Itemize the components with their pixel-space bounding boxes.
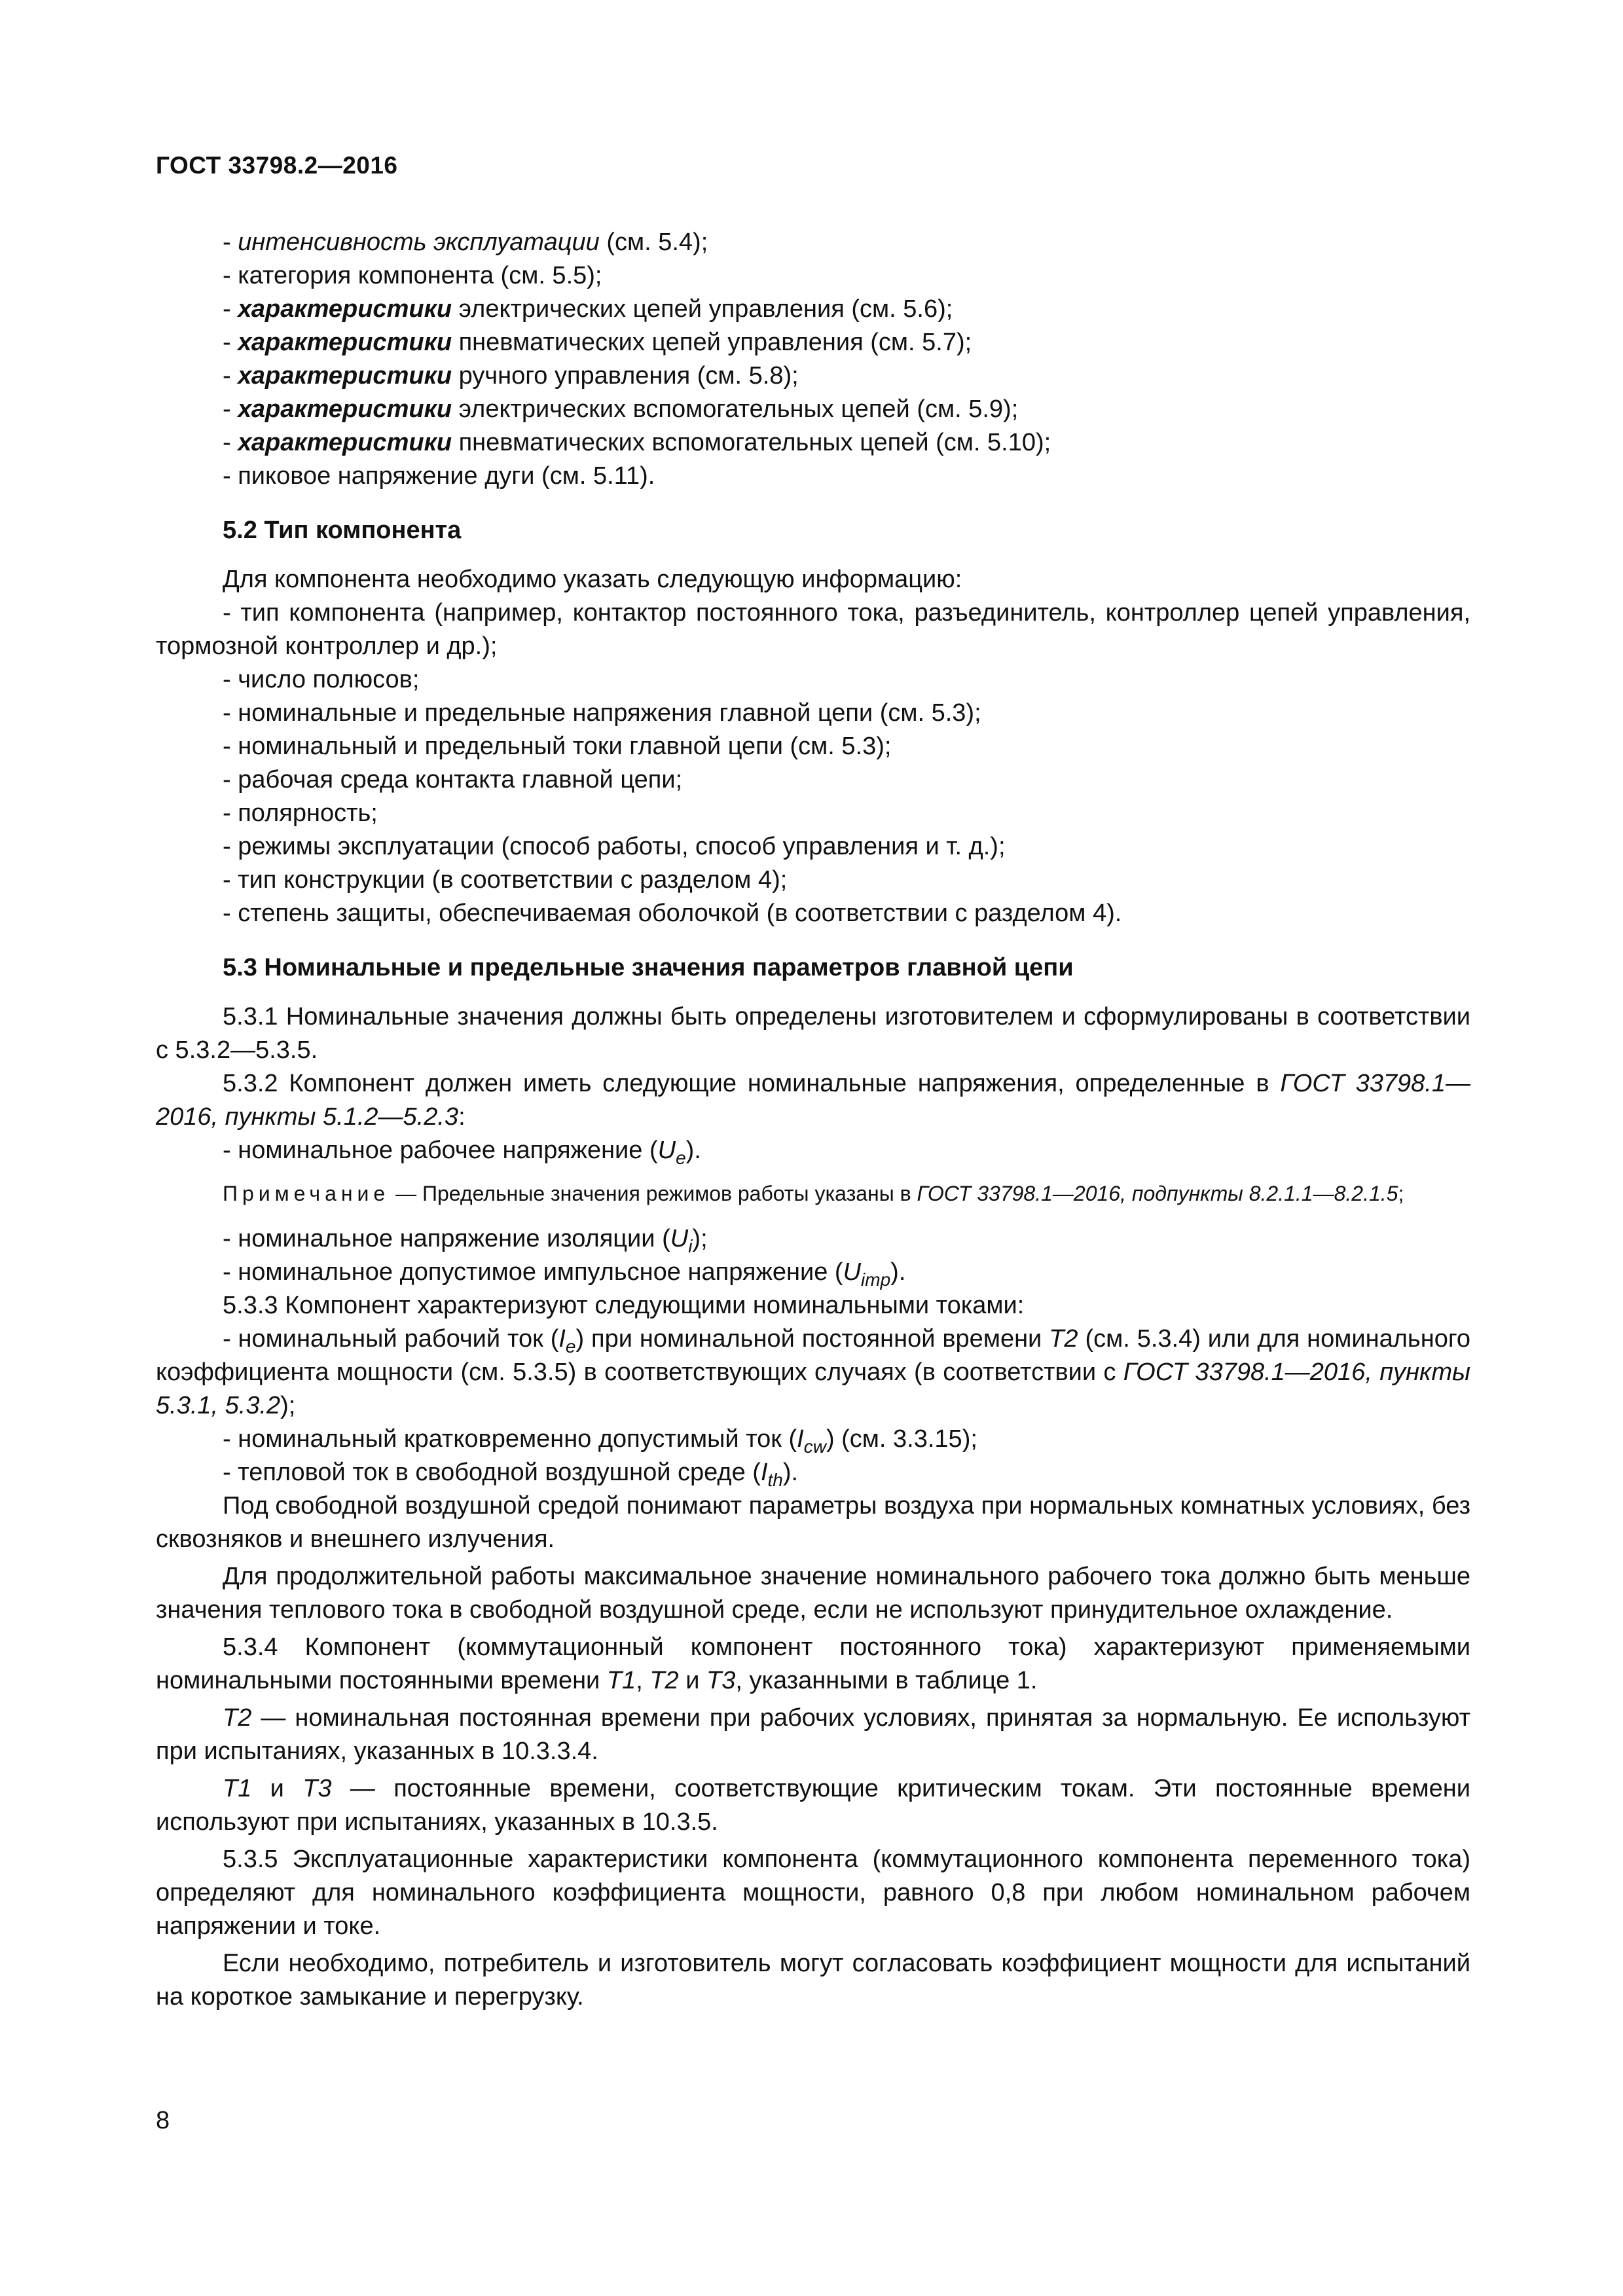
list-item: - номинальный и предельный токи главной цепи (см. 5.3); — [223, 733, 892, 760]
list-item: - номинальное допустимое импульсное напряжение $(U_{imp})$. — [223, 1258, 906, 1290]
list-item: - тип конструкции (в соответствии с разделом 4); — [223, 866, 788, 894]
section-5-2-lead: Для компонента необходимо указать следующую информацию: — [223, 566, 962, 593]
list-item: - тип компонента (например, контактор постоянного тока, разъединитель, контроллер цепей управления, тормозной контроллер и др.); — [156, 599, 1470, 660]
list-item: - характеристики пневматических цепей управления (см. 5.7); — [223, 329, 972, 356]
section-heading-5-2: 5.2 Тип компонента — [223, 517, 462, 544]
paragraph-power-factor: Если необходимо, потребитель и изготовитель могут согласовать коэффициент мощности для испытаний на короткое замыкание и перегрузку. — [156, 1950, 1470, 2011]
list-item: - номинальный рабочий ток $(I_e)$ при номинальной постоянной времени T2 (см. 5.3.4) или для номинального коэффициента мощности (см. 5.3.5) в соответствующих случаях (в соответствии с ГОСТ 33798.1—2016, пункты 5.3.1, 5.3.2); — [156, 1325, 1470, 1419]
page-body — [156, 226, 1470, 2014]
list-item: - режимы эксплуатации (способ работы, способ управления и т. д.); — [223, 833, 1006, 860]
paragraph-free-air: Под свободной воздушной средой понимают параметры воздуха при нормальных комнатных условиях, без сквозняков и внешнего излучения. — [156, 1492, 1470, 1553]
note-label: Примечание — [223, 1182, 390, 1205]
intro-list — [156, 226, 1470, 493]
paragraph-5-3-3: 5.3.3 Компонент характеризуют следующими номинальными токами: — [223, 1292, 1025, 1319]
list-item: - категория компонента (см. 5.5); — [223, 262, 602, 289]
document-id: ГОСТ 33798.2—2016 — [156, 152, 398, 179]
paragraph-5-3-5: 5.3.5 Эксплуатационные характеристики компонента (коммутационного компонента переменного тока) определяют для номинального коэффициента мощности, равного 0,8 при любом номинальном рабочем напряжении и токе. — [156, 1846, 1470, 1940]
list-item: - номинальные и предельные напряжения главной цепи (см. 5.3); — [223, 699, 981, 727]
list-item: - интенсивность эксплуатации (см. 5.4); — [223, 228, 708, 256]
paragraph-t1-t3: T1 и T3 — постоянные времени, соответствующие критическим токам. Эти постоянные времени используют при испытаниях, указанных в 10.3.5. — [156, 1775, 1471, 1836]
list-item: - характеристики пневматических вспомогательных цепей (см. 5.10); — [223, 429, 1051, 456]
list-item: - номинальный кратковременно допустимый ток $(I_{cw})$ (см. 3.3.15); — [223, 1425, 977, 1457]
paragraph-t2: T2 — номинальная постоянная времени при рабочих условиях, принятая за нормальную. Ее используют при испытаниях, указанных в 10.3.3.4. — [156, 1704, 1470, 1765]
list-item: - степень защиты, обеспечиваемая оболочкой (в соответствии с разделом 4). — [223, 900, 1122, 927]
list-item: - тепловой ток в свободной воздушной среде $(I_{th})$. — [223, 1459, 799, 1490]
list-item: - номинальное напряжение изоляции $(U_i)$; — [223, 1225, 708, 1256]
list-item: - характеристики электрических цепей управления (см. 5.6); — [223, 295, 953, 323]
note: Примечание — Предельные значения режимов работы указаны в ГОСТ 33798.1—2016, подпункты 8.2.1.1—8.2.1.5; — [223, 1182, 1404, 1205]
paragraph-continuous-duty: Для продолжительной работы максимальное значение номинального рабочего тока должно быть меньше значения теплового тока в свободной воздушной среде, если не используют принудительное охлаждение. — [156, 1563, 1470, 1624]
list-item: - характеристики электрических вспомогательных цепей (см. 5.9); — [223, 395, 1019, 423]
list-item: - полярность; — [223, 799, 378, 827]
list-item: - номинальное рабочее напряжение $(U_e)$. — [223, 1137, 701, 1168]
list-item: - характеристики ручного управления (см. 5.8); — [223, 362, 799, 390]
paragraph-5-3-2: 5.3.2 Компонент должен иметь следующие номинальные напряжения, определенные в ГОСТ 33798.1—2016, пункты 5.1.2—5.2.3: — [156, 1070, 1470, 1131]
page-number: 8 — [156, 2107, 170, 2134]
list-item: - пиковое напряжение дуги (см. 5.11). — [223, 462, 655, 490]
paragraph-5-3-4: 5.3.4 Компонент (коммутационный компонент постоянного тока) характеризуют применяемыми номинальными постоянными времени T1, T2 и T3, указанными в таблице 1. — [156, 1633, 1470, 1694]
section-heading-5-3: 5.3 Номинальные и предельные значения параметров главной цепи — [223, 954, 1074, 981]
list-item: - число полюсов; — [223, 666, 420, 693]
paragraph-5-3-1: 5.3.1 Номинальные значения должны быть определены изготовителем и сформулированы в соответствии с 5.3.2—5.3.5. — [156, 1003, 1470, 1064]
list-item: - рабочая среда контакта главной цепи; — [223, 766, 683, 793]
